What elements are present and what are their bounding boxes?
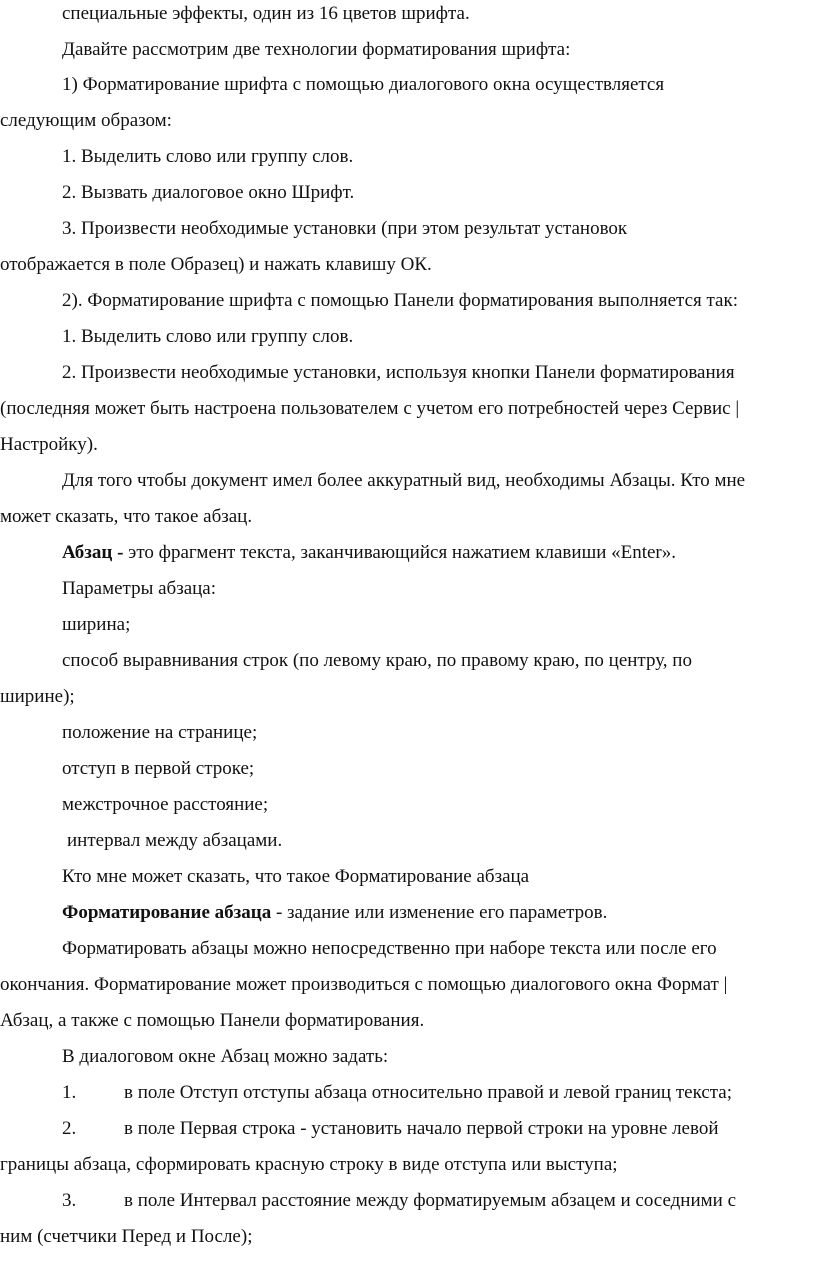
numbered-item-text: в поле Отступ отступы абзаца относительно правой и левой границ текста; bbox=[124, 1082, 733, 1103]
text-line: специальные эффекты, один из 16 цветов шрифта. bbox=[62, 3, 470, 24]
list-item: межстрочное расстояние; bbox=[62, 794, 269, 815]
text-line: 2. Произвести необходимые установки, используя кнопки Панели форматирования bbox=[62, 362, 735, 383]
numbered-item-text: в поле Первая строка - установить начало первой строки на уровне левой bbox=[124, 1118, 719, 1139]
list-item: отступ в первой строке; bbox=[62, 758, 255, 779]
term-formatting: Форматирование абзаца bbox=[62, 902, 272, 923]
list-item: положение на странице; bbox=[62, 722, 258, 743]
text-line: ширине); bbox=[0, 686, 75, 707]
text-line: Форматировать абзацы можно непосредственно при наборе текста или после его bbox=[62, 938, 717, 959]
text-line: 2. Вызвать диалоговое окно Шрифт. bbox=[62, 182, 355, 203]
list-number: 1. bbox=[62, 1082, 77, 1103]
definition-text: это фрагмент текста, заканчивающийся нажатием клавиши «Enter». bbox=[123, 542, 677, 563]
text-line: В диалоговом окне Абзац можно задать: bbox=[62, 1046, 389, 1067]
list-item: способ выравнивания строк (по левому краю, по правому краю, по центру, по bbox=[62, 650, 692, 671]
definition-text: - задание или изменение его параметров. bbox=[271, 902, 608, 923]
text-line: ним (счетчики Перед и После); bbox=[0, 1226, 253, 1247]
numbered-item-text: в поле Интервал расстояние между форматируемым абзацем и соседними с bbox=[124, 1190, 737, 1211]
text-line: Для того чтобы документ имел более аккуратный вид, необходимы Абзацы. Кто мне bbox=[62, 470, 746, 491]
text-line: Настройку). bbox=[0, 434, 98, 455]
text-line: отображается в поле Образец) и нажать клавишу ОК. bbox=[0, 254, 432, 275]
text-line: окончания. Форматирование может производиться с помощью диалогового окна Формат | bbox=[0, 974, 728, 995]
definition-line bbox=[62, 539, 676, 567]
text-line: Параметры абзаца: bbox=[62, 578, 217, 599]
list-item: интервал между абзацами. bbox=[67, 830, 283, 851]
text-line: 3. Произвести необходимые установки (при этом результат установок bbox=[62, 218, 628, 239]
text-line: Давайте рассмотрим две технологии форматирования шрифта: bbox=[62, 39, 571, 60]
definition-line bbox=[62, 899, 607, 927]
text-line: 1. Выделить слово или группу слов. bbox=[62, 326, 354, 347]
text-line: Абзац, а также с помощью Панели форматирования. bbox=[0, 1010, 425, 1031]
text-line: 1) Форматирование шрифта с помощью диалогового окна осуществляется bbox=[62, 74, 665, 95]
list-number: 3. bbox=[62, 1190, 77, 1211]
text-line: (последняя может быть настроена пользователем с учетом его потребностей через Сервис | bbox=[0, 398, 740, 419]
text-line: Кто мне может сказать, что такое Форматирование абзаца bbox=[62, 866, 530, 887]
term-abzac: Абзац - bbox=[62, 542, 124, 563]
text-line: границы абзаца, сформировать красную строку в виде отступа или выступа; bbox=[0, 1154, 618, 1175]
list-number: 2. bbox=[62, 1118, 77, 1139]
text-line: 2). Форматирование шрифта с помощью Панели форматирования выполняется так: bbox=[62, 290, 738, 311]
text-line: может сказать, что такое абзац. bbox=[0, 506, 253, 527]
text-line: следующим образом: bbox=[0, 110, 172, 131]
text-line: 1. Выделить слово или группу слов. bbox=[62, 146, 354, 167]
list-item: ширина; bbox=[62, 614, 131, 635]
